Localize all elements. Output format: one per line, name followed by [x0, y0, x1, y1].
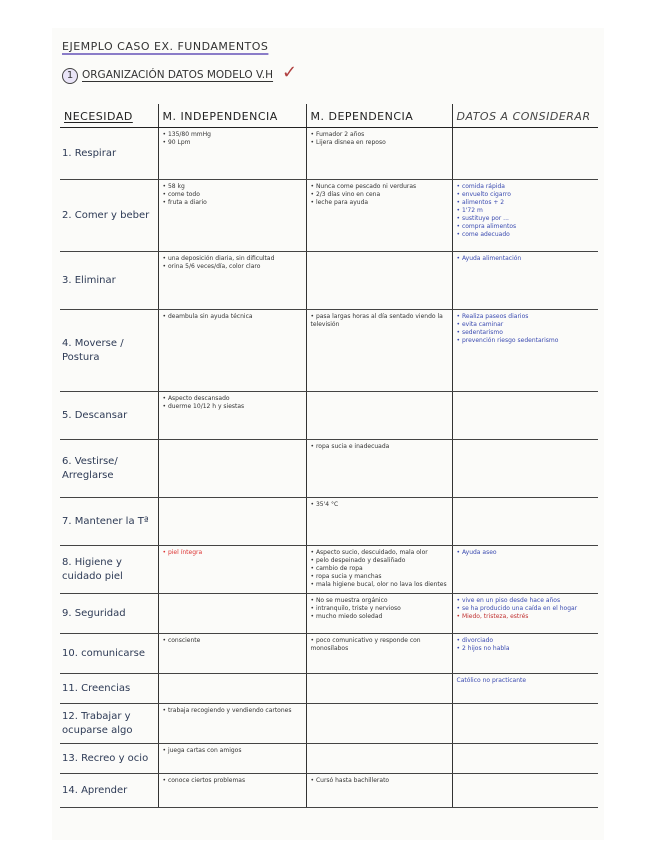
note-item: • leche para ayuda: [310, 199, 369, 206]
note-item: • conoce ciertos problemas: [162, 777, 246, 784]
table-row: [60, 310, 598, 392]
data-cell: [452, 594, 598, 634]
data-cell: [452, 252, 598, 310]
table-header-row: [60, 104, 598, 128]
dependence-cell: [306, 704, 452, 744]
data-cell: [452, 128, 598, 180]
independence-cell: [158, 180, 306, 252]
note-item: • Miedo, tristeza, estrés: [456, 613, 529, 620]
table-row: [60, 634, 598, 674]
data-cell: [452, 674, 598, 704]
table-row: [60, 392, 598, 440]
independence-cell: [158, 594, 306, 634]
need-name: 10. comunicarse: [60, 634, 158, 674]
independence-cell: [158, 546, 306, 594]
data-cell: [452, 634, 598, 674]
independence-cell: [158, 774, 306, 808]
table-row: [60, 674, 598, 704]
need-name: 7. Mantener la Tª: [60, 498, 158, 546]
independence-cell: [158, 128, 306, 180]
note-item: • pelo despeinado y desaliñado: [310, 557, 406, 564]
independence-cell: [158, 440, 306, 498]
note-item: • Aspecto descansado: [162, 395, 230, 402]
table-row: [60, 180, 598, 252]
note-item: • juega cartas con amigos: [162, 747, 242, 754]
table-row: [60, 498, 598, 546]
dependence-cell: [306, 440, 452, 498]
note-item: • consciente: [162, 637, 201, 644]
note-item: • envuelto cigarro: [456, 191, 511, 198]
need-name: 4. Moverse / Postura: [60, 310, 158, 392]
note-item: • mala higiene bucal, olor no lava los dientes: [310, 581, 447, 588]
section-subtitle-text: ORGANIZACIÓN DATOS MODELO V.H: [82, 69, 274, 81]
note-item: • Realiza paseos diarios: [456, 313, 529, 320]
note-item: • alimentos + 2: [456, 199, 505, 206]
note-item: • sustituye por ...: [456, 215, 509, 222]
need-name: 1. Respirar: [60, 128, 158, 180]
note-item: • evita caminar: [456, 321, 504, 328]
table-row: [60, 594, 598, 634]
independence-cell: [158, 310, 306, 392]
table-row: [60, 704, 598, 744]
data-cell: [452, 440, 598, 498]
table-row: [60, 252, 598, 310]
data-cell: [452, 310, 598, 392]
table-row: [60, 128, 598, 180]
note-item: • deambula sin ayuda técnica: [162, 313, 253, 320]
check-mark-icon: ✓: [282, 62, 298, 83]
note-item: • Ayuda aseo: [456, 549, 497, 556]
need-name: 13. Recreo y ocio: [60, 744, 158, 774]
note-item: • trabaja recogiendo y vendiendo cartones: [162, 707, 292, 714]
header-datos: DATOS A CONSIDERAR: [452, 104, 598, 128]
table-row: [60, 440, 598, 498]
table-body: [60, 128, 598, 808]
need-name: 12. Trabajar y ocuparse algo: [60, 704, 158, 744]
note-item: • Nunca come pescado ni verduras: [310, 183, 417, 190]
data-cell: [452, 498, 598, 546]
note-item: • orina 5/6 veces/día, color claro: [162, 263, 261, 270]
note-item: • ropa sucia e inadecuada: [310, 443, 390, 450]
need-name: 6. Vestirse/ Arreglarse: [60, 440, 158, 498]
note-item: • 58 kg: [162, 183, 185, 190]
independence-cell: [158, 634, 306, 674]
data-cell: [452, 774, 598, 808]
note-item: • cambio de ropa: [310, 565, 363, 572]
note-item: • vive en un piso desde hace años: [456, 597, 561, 604]
note-item: • una deposición diaria, sin dificultad: [162, 255, 275, 262]
data-cell: [452, 744, 598, 774]
note-item: • sedentarismo: [456, 329, 503, 336]
note-item: • 2/3 días vino en cena: [310, 191, 381, 198]
note-item: • come todo: [162, 191, 200, 198]
note-item: • divorciado: [456, 637, 494, 644]
independence-cell: [158, 744, 306, 774]
table-row: [60, 744, 598, 774]
dependence-cell: [306, 774, 452, 808]
note-item: • 90 Lpm: [162, 139, 191, 146]
dependence-cell: [306, 392, 452, 440]
note-item: • fruta a diario: [162, 199, 207, 206]
independence-cell: [158, 704, 306, 744]
independence-cell: [158, 674, 306, 704]
need-name: 11. Creencias: [60, 674, 158, 704]
independence-cell: [158, 252, 306, 310]
note-item: • comida rápida: [456, 183, 505, 190]
note-item: • duerme 10/12 h y siestas: [162, 403, 245, 410]
note-item: • 2 hijos no habla: [456, 645, 510, 652]
data-cell: [452, 704, 598, 744]
note-item: • se ha producido una caída en el hogar: [456, 605, 578, 612]
dependence-cell: [306, 310, 452, 392]
note-item: • Fumador 2 años: [310, 131, 365, 138]
note-item: • 135/80 mmHg: [162, 131, 211, 138]
note-item: • Cursó hasta bachillerato: [310, 777, 390, 784]
dependence-cell: [306, 744, 452, 774]
dependence-cell: [306, 634, 452, 674]
header-dependencia: M. DEPENDENCIA: [306, 104, 452, 128]
table-row: [60, 546, 598, 594]
header-independencia: M. INDEPENDENCIA: [158, 104, 306, 128]
note-item: • come adecuado: [456, 231, 510, 238]
note-item: • intranquilo, triste y nervioso: [310, 605, 401, 612]
note-item: • 1'72 m: [456, 207, 483, 214]
need-name: 5. Descansar: [60, 392, 158, 440]
need-name: 9. Seguridad: [60, 594, 158, 634]
note-item: • compra alimentos: [456, 223, 517, 230]
note-item: • Ayuda alimentación: [456, 255, 522, 262]
dependence-cell: [306, 594, 452, 634]
note-item: • poco comunicativo y responde con monosílabos: [310, 637, 421, 652]
need-name: 3. Eliminar: [60, 252, 158, 310]
note-item: • mucho miedo soledad: [310, 613, 383, 620]
note-item: • ropa sucia y manchas: [310, 573, 382, 580]
note-item: • prevención riesgo sedentarismo: [456, 337, 559, 344]
section-subtitle: [62, 68, 273, 84]
data-cell: [452, 392, 598, 440]
dependence-cell: [306, 252, 452, 310]
note-item: • pasa largas horas al día sentado viendo la televisión: [310, 313, 443, 328]
need-name: 14. Aprender: [60, 774, 158, 808]
header-necesidad: NECESIDAD: [60, 104, 158, 128]
note-item: • No se muestra orgánico: [310, 597, 388, 604]
need-name: 8. Higiene y cuidado piel: [60, 546, 158, 594]
need-name: 2. Comer y beber: [60, 180, 158, 252]
page-title: EJEMPLO CASO EX. FUNDAMENTOS: [62, 40, 269, 53]
note-item: • 35'4 °C: [310, 501, 339, 508]
note-item: • Aspecto sucio, descuidado, mala olor: [310, 549, 428, 556]
independence-cell: [158, 498, 306, 546]
dependence-cell: [306, 128, 452, 180]
henderson-needs-table: [60, 104, 598, 808]
note-item: • piel íntegra: [162, 549, 203, 556]
note-item: • Lijera disnea en reposo: [310, 139, 386, 146]
independence-cell: [158, 392, 306, 440]
data-cell: [452, 180, 598, 252]
section-number: 1: [62, 68, 78, 84]
data-cell: [452, 546, 598, 594]
table-row: [60, 774, 598, 808]
note-item: Católico no practicante: [456, 677, 527, 684]
dependence-cell: [306, 546, 452, 594]
dependence-cell: [306, 498, 452, 546]
dependence-cell: [306, 180, 452, 252]
dependence-cell: [306, 674, 452, 704]
